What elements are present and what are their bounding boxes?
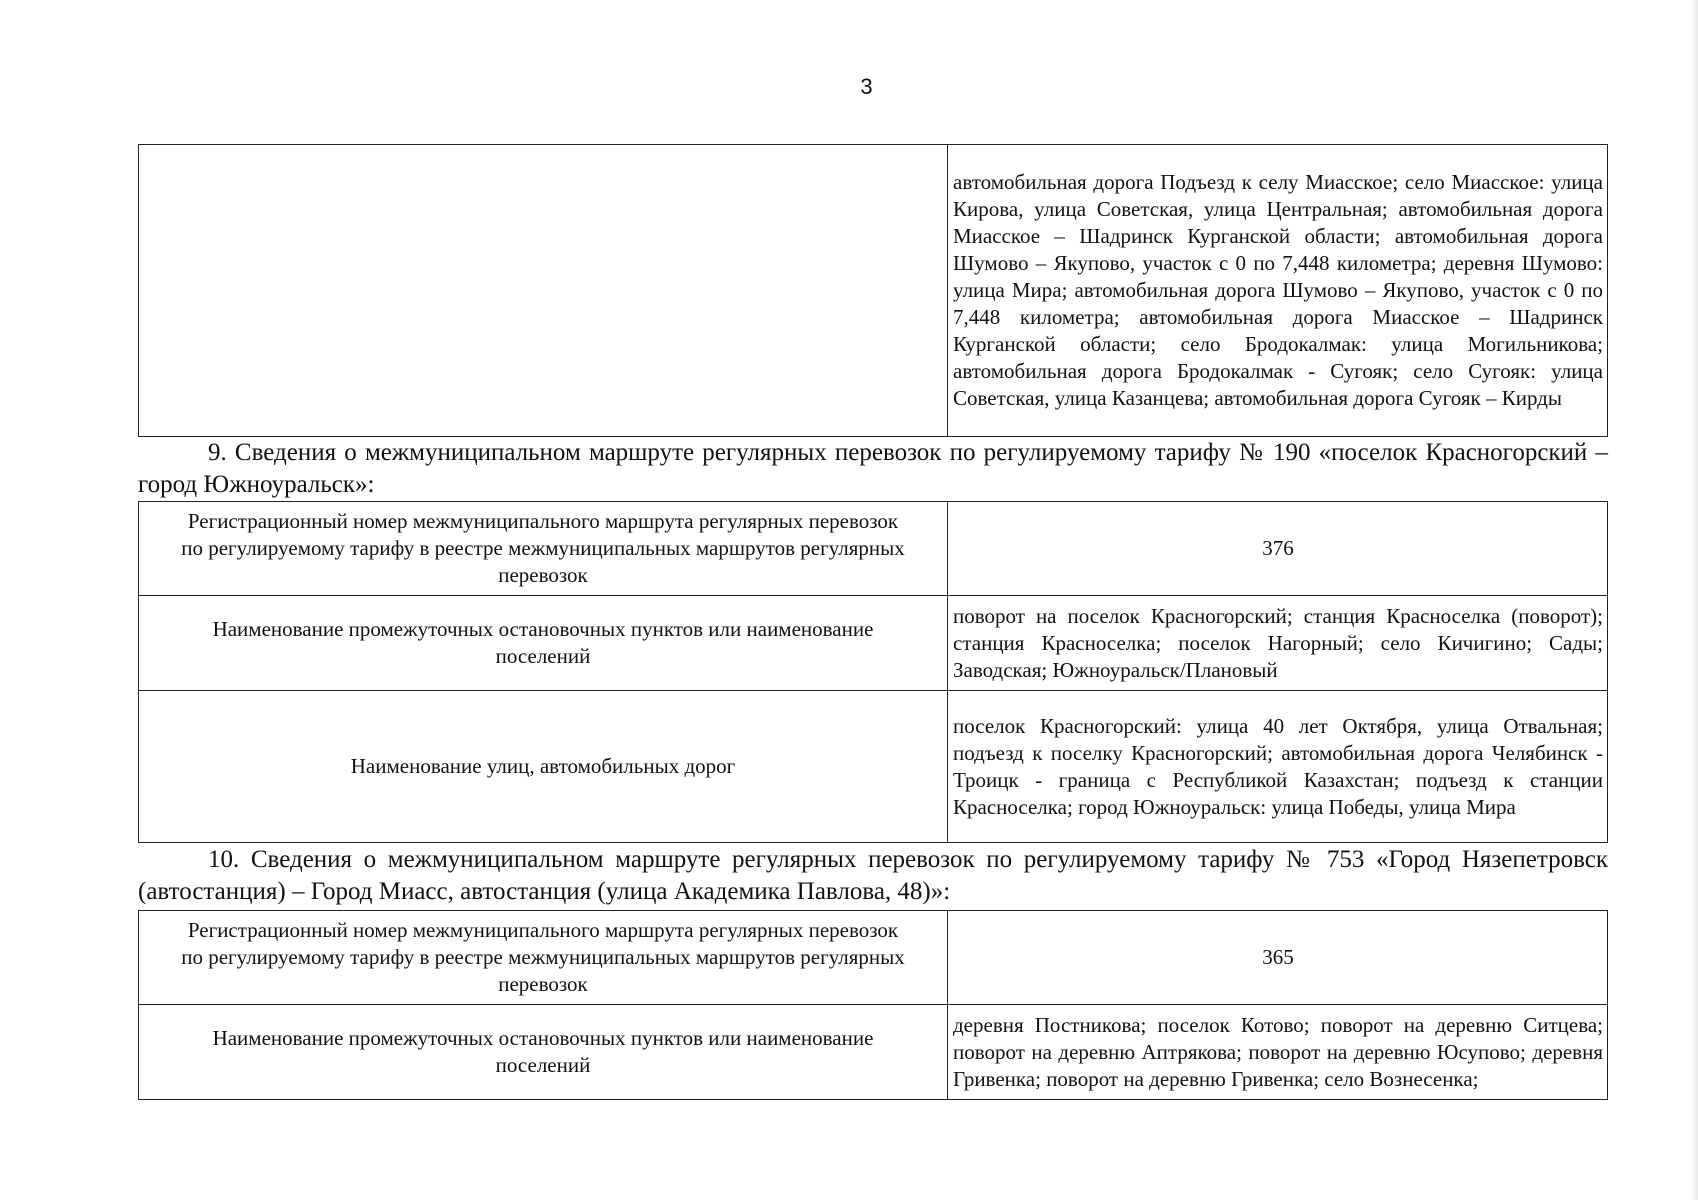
registration-number-value: 376 [948,502,1608,596]
registration-number-value: 365 [948,911,1608,1005]
streets-continuation-cell: автомобильная дорога Подъезд к селу Миасское; село Миасское: улица Кирова, улица Советская, улица Центральная; автомобильная дорога Миасское – Шадринск Курганской области; автомобильная дорога Шумово – Якупово, участок с 0 по 7,448 километра; деревня Шумово: улица Мира; автомобильная дорога Шумово – Якупово, участок с 0 по 7,448 километра; автомобильная дорога Миасское – Шадринск Курганской области; село Бродокалмак: улица Могильникова; автомобильная дорога Бродокалмак - Сугояк; село Сугояк: улица Советская, улица Казанцева; автомобильная дорога Сугояк – Кирды [948,145,1608,437]
streets-label: Наименование улиц, автомобильных дорог [139,691,948,843]
section-10-table [138,910,1608,1100]
stops-value: деревня Постникова; поселок Котово; поворот на деревню Ситцева; поворот на деревню Аптрякова; поворот на деревню Юсупово; деревня Гривенка; поворот на деревню Гривенка; село Вознесенка; [948,1005,1608,1100]
table-row [139,911,1608,1005]
table-row [139,1005,1608,1100]
table-row [139,596,1608,691]
table-row [139,502,1608,596]
continuation-table [138,144,1608,437]
table-row [139,691,1608,843]
empty-label-cell [139,145,948,437]
registration-number-label: Регистрационный номер межмуниципального маршрута регулярных перевозок по регулируемому тарифу в реестре межмуниципальных маршрутов регулярных перевозок [139,911,948,1005]
section-10-heading [138,844,1608,908]
page-number: 3 [860,74,873,99]
scan-edge-shadow [1690,0,1698,1200]
stops-value: поворот на поселок Красногорский; станция Красноселка (поворот); станция Красноселка; поселок Нагорный; село Кичигино; Сады; Заводская; Южноуральск/Плановый [948,596,1608,691]
stops-label: Наименование промежуточных остановочных пунктов или наименование поселений [139,1005,948,1100]
registration-number-label: Регистрационный номер межмуниципального маршрута регулярных перевозок по регулируемому тарифу в реестре межмуниципальных маршрутов регулярных перевозок [139,502,948,596]
streets-value: поселок Красногорский: улица 40 лет Октября, улица Отвальная; подъезд к поселку Красногорский; автомобильная дорога Челябинск - Троицк - граница с Республикой Казахстан; подъезд к станции Красноселка; город Южноуральск: улица Победы, улица Мира [948,691,1608,843]
section-heading-text: 10. Сведения о межмуниципальном маршруте регулярных перевозок по регулируемому тарифу № 753 «Город Нязепетровск (автостанция) – Город Миасс, автостанция (улица Академика Павлова, 48)»: [138,846,1608,905]
stops-label: Наименование промежуточных остановочных пунктов или наименование поселений [139,596,948,691]
table-row [139,145,1608,437]
section-heading-text: 9. Сведения о межмуниципальном маршруте регулярных перевозок по регулируемому тарифу № 190 «поселок Красногорский – город Южноуральск»: [138,439,1608,498]
section-9-table [138,501,1608,843]
section-9-heading [138,437,1608,501]
